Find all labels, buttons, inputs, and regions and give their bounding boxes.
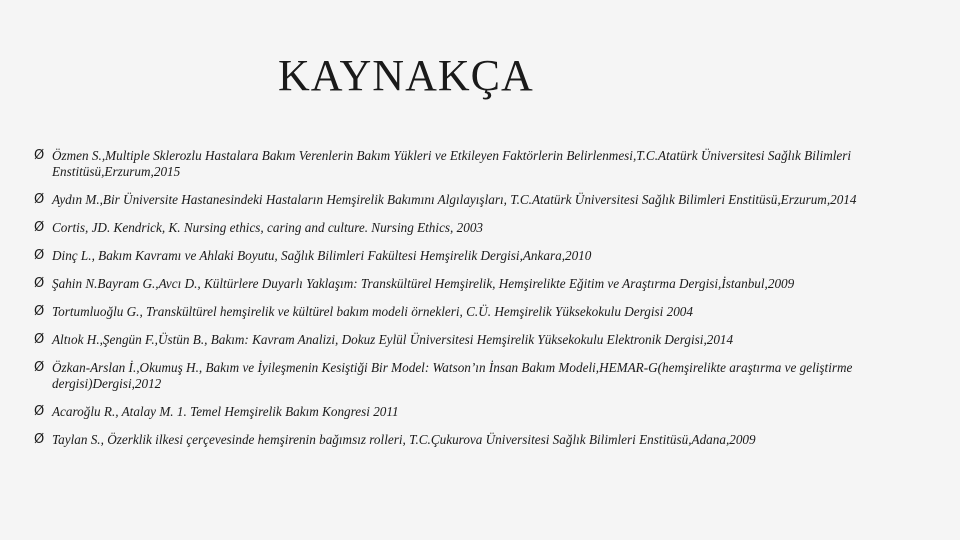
list-item	[34, 360, 946, 392]
arrow-bullet-icon: Ø	[34, 220, 45, 235]
arrow-bullet-icon: Ø	[34, 192, 45, 207]
reference-text: Acaroğlu R., Atalay M. 1. Temel Hemşirelik Bakım Kongresi 2011	[52, 404, 399, 419]
list-item	[34, 192, 946, 208]
reference-text: Aydın M.,Bir Üniversite Hastanesindeki Hastaların Hemşirelik Bakımını Algılayışları, T.C.Atatürk Üniversitesi Sağlık Bilimleri Enstitüsü,Erzurum,2014	[52, 192, 857, 207]
arrow-bullet-icon: Ø	[34, 248, 45, 263]
list-item	[34, 304, 946, 320]
arrow-bullet-icon: Ø	[34, 404, 45, 419]
arrow-bullet-icon: Ø	[34, 304, 45, 319]
reference-text: Özmen S.,Multiple Sklerozlu Hastalara Bakım Verenlerin Bakım Yükleri ve Etkileyen Faktörlerin Belirlenmesi,T.C.Atatürk Üniversitesi Sağlık Bilimleri Enstitüsü,Erzurum,2015	[52, 148, 852, 179]
page-title: KAYNAKÇA	[278, 51, 534, 100]
list-item	[34, 332, 946, 348]
reference-text: Tortumluoğlu G., Transkültürel hemşirelik ve kültürel bakım modeli örnekleri, C.Ü. Hemşirelik Yüksekokulu Dergisi 2004	[52, 304, 693, 319]
list-item	[34, 248, 946, 264]
list-item	[34, 432, 946, 448]
list-item	[34, 404, 946, 420]
reference-text: Dinç L., Bakım Kavramı ve Ahlaki Boyutu, Sağlık Bilimleri Fakültesi Hemşirelik Dergisi,Ankara,2010	[52, 248, 592, 263]
list-item	[34, 276, 946, 292]
reference-list	[34, 148, 946, 448]
list-item	[34, 148, 946, 180]
reference-text: Altıok H.,Şengün F.,Üstün B., Bakım: Kavram Analizi, Dokuz Eylül Üniversitesi Hemşirelik Yüksekokulu Elektronik Dergisi,2014	[52, 332, 734, 347]
arrow-bullet-icon: Ø	[34, 432, 45, 447]
reference-text: Özkan-Arslan İ.,Okumuş H., Bakım ve İyileşmenin Kesiştiği Bir Model: Watson’ın İnsan Bakım Modeli,HEMAR-G(hemşirelikte araştırma ve geliştirme dergisi)Dergisi,2012	[52, 360, 853, 391]
arrow-bullet-icon: Ø	[34, 360, 45, 375]
reference-text: Taylan S., Özerklik ilkesi çerçevesinde hemşirenin bağımsız rolleri, T.C.Çukurova Üniversitesi Sağlık Bilimleri Enstitüsü,Adana,2009	[52, 432, 756, 447]
arrow-bullet-icon: Ø	[34, 276, 45, 291]
reference-text: Cortis, JD. Kendrick, K. Nursing ethics, caring and culture. Nursing Ethics, 2003	[52, 220, 484, 235]
list-item	[34, 220, 946, 236]
arrow-bullet-icon: Ø	[34, 332, 45, 347]
reference-text: Şahin N.Bayram G.,Avcı D., Kültürlere Duyarlı Yaklaşım: Transkültürel Hemşirelik, Hemşirelikte Eğitim ve Araştırma Dergisi,İstanbul,2009	[52, 276, 795, 291]
arrow-bullet-icon: Ø	[34, 148, 45, 163]
